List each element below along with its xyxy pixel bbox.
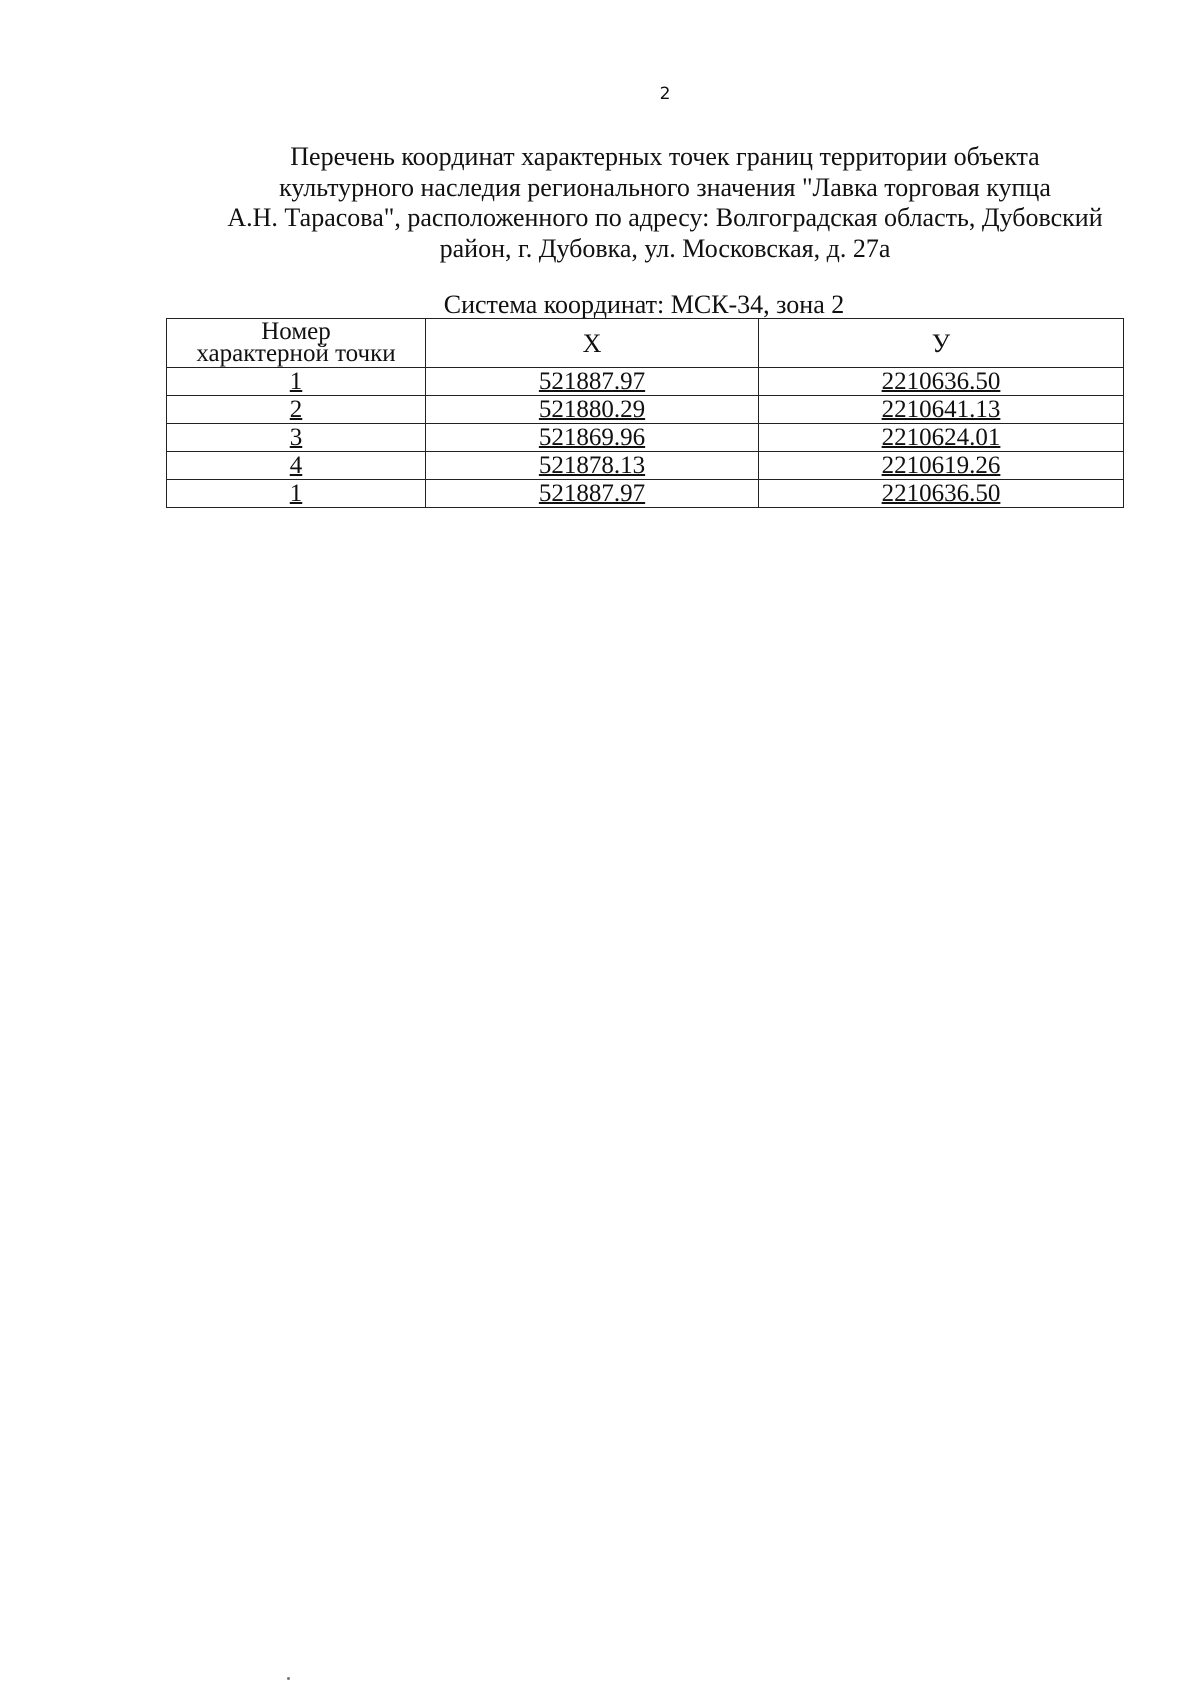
title-line: район, г. Дубовка, ул. Московская, д. 27а <box>439 233 891 263</box>
title-line: А.Н. Тарасова", расположенного по адресу: Волгоградская область, Дубовский <box>227 203 1103 232</box>
header-point-number-line2: характерной точки <box>196 340 396 367</box>
cell-y: 2210619.26 <box>759 452 1124 480</box>
header-y: У <box>759 319 1124 368</box>
scan-speck <box>287 1677 290 1680</box>
table-row <box>167 396 1124 424</box>
cell-x: 521887.97 <box>426 480 759 508</box>
page-number: 2 <box>659 84 671 104</box>
title-line: культурного наследия регионального значения "Лавка торговая купца <box>279 172 1051 202</box>
header-point-number-line1: Номер <box>261 318 331 345</box>
cell-x: 521869.96 <box>426 424 759 452</box>
cell-point: 2 <box>167 396 426 424</box>
table-row <box>167 424 1124 452</box>
cell-x: 521878.13 <box>426 452 759 480</box>
cell-y: 2210636.50 <box>759 368 1124 396</box>
cell-point: 1 <box>167 368 426 396</box>
cell-y: 2210636.50 <box>759 480 1124 508</box>
table-row <box>167 452 1124 480</box>
cell-y: 2210624.01 <box>759 424 1124 452</box>
document-title <box>150 142 1180 264</box>
title-line: Перечень координат характерных точек границ территории объекта <box>290 142 1040 171</box>
cell-x: 521880.29 <box>426 396 759 424</box>
cell-point: 4 <box>167 452 426 480</box>
header-x: X <box>426 319 759 368</box>
table-row <box>167 480 1124 508</box>
coordinates-table <box>166 318 1124 508</box>
cell-x: 521887.97 <box>426 368 759 396</box>
cell-point: 3 <box>167 424 426 452</box>
cell-point: 1 <box>167 480 426 508</box>
cell-y: 2210641.13 <box>759 396 1124 424</box>
table-row <box>167 368 1124 396</box>
table-header-row <box>167 319 1124 368</box>
header-point-number <box>167 319 426 368</box>
coordinate-system-caption: Система координат: МСК-34, зона 2 <box>443 290 845 319</box>
